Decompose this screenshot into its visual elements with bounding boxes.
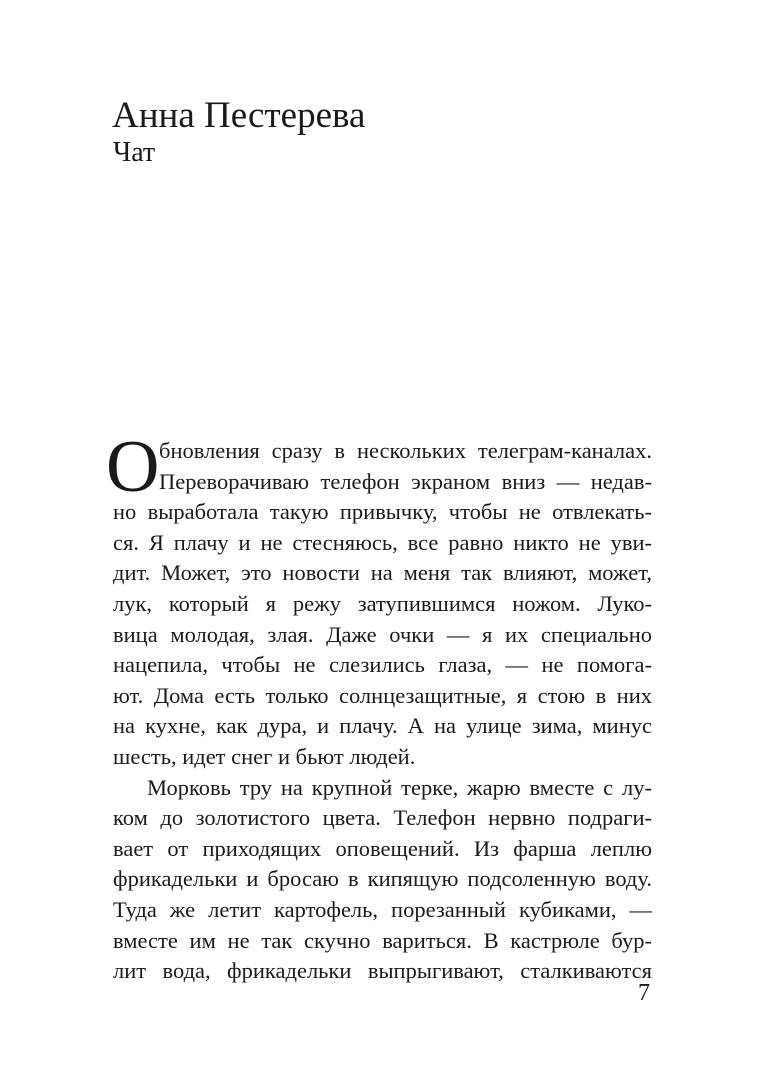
text-line: на кухне, как дура, и плачу. А на улице зима, минус <box>113 713 652 739</box>
text-line: лук, который я режу затупившимся ножом. Луко- <box>113 590 652 616</box>
chapter-title: Чат <box>113 137 156 168</box>
text-line: Туда же летит картофель, порезанный кубиками, — <box>113 896 652 922</box>
page-number: 7 <box>638 980 650 1006</box>
text-line: ком до золотистого цвета. Телефон нервно подраги- <box>113 805 652 831</box>
text-line: фрикадельки и бросаю в кипящую подсоленную воду. <box>113 866 652 892</box>
text-line: но выработала такую привычку, чтобы не отвлекать- <box>113 499 652 525</box>
text-line: лит вода, фрикадельки выпрыгивают, сталкиваются <box>113 958 652 984</box>
text-line: Переворачиваю телефон экраном вниз — недав- <box>159 468 652 494</box>
text-line: вает от приходящих оповещений. Из фарша леплю <box>113 835 652 861</box>
text-line: вместе им не так скучно вариться. В кастрюле бур- <box>113 927 652 953</box>
text-line: вица молодая, злая. Даже очки — я их специально <box>113 621 652 647</box>
text-line: Морковь тру на крупной терке, жарю вместе с лу- <box>147 774 652 800</box>
drop-cap: О <box>106 426 160 508</box>
author-name: Анна Пестерева <box>112 95 366 136</box>
text-line: ют. Дома есть только солнцезащитные, я стою в них <box>113 682 652 708</box>
text-line: бновления сразу в нескольких телеграм-каналах. <box>159 438 652 463</box>
text-line: дит. Может, это новости на меня так влияют, может, <box>113 560 652 586</box>
text-line: нацепила, чтобы не слезились глаза, — не помога- <box>113 652 652 678</box>
text-line: ся. Я плачу и не стесняюсь, все равно никто не уви- <box>113 529 652 555</box>
text-line: шесть, идет снег и бьют людей. <box>113 743 416 769</box>
body-text <box>106 426 652 987</box>
